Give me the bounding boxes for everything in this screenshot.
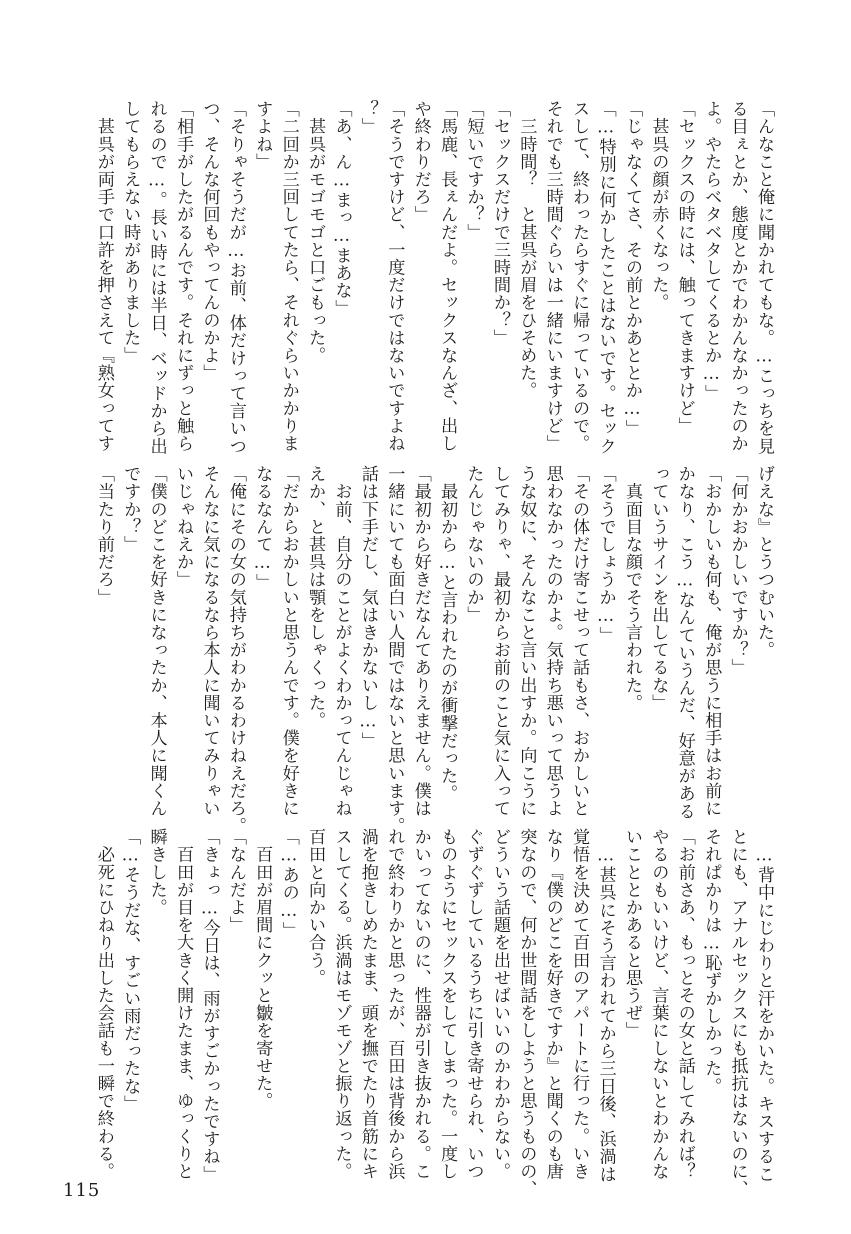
text-line: っていうサインを出してるな」 [648,465,669,712]
text-line: 覚悟を決めて百田のアパートに行った。いき [569,828,590,1180]
text-line: 「そうですけど、一度だけではないですよね [384,100,405,452]
text-line: 思わなかったのかよ。気持ち悪いって思うよ [542,465,563,817]
text-line: 「僕のどこを好きになったか、本人に聞くん [146,465,167,817]
text-line: うな奴に、そんなこと言い出すか。向こうに [516,465,537,817]
text-line: や終わりだろ」 [410,100,431,224]
text-line: 話は下手だし、気はきかないし…」 [357,465,378,750]
text-line: 「何かおかしいですか？」 [727,465,748,677]
text-line: げえな』とうつむいた。 [754,465,774,659]
text-line: よ。やたらベタベタしてくるとか…」 [701,100,722,402]
text-line: してもらえない時がありました」 [120,100,141,364]
text-line: いじゃねえか」 [173,465,194,589]
text-line: 渦を抱きしめたまま、頭を撫でたり首筋にキ [357,828,378,1180]
text-line: 「二回か三回してたら、それぐらいかかりま [278,100,299,452]
text-line: たんじゃないのか」 [463,465,484,624]
text-line: いこととかあると思うぜ」 [621,828,642,1040]
text-line: 甚呉がモゴモゴと口ごもった。 [305,100,326,364]
text-line: つ、そんな何回もやってんのかよ」 [199,100,220,382]
text-line: かなり、こう…なんていうんだ、好意がある [674,465,695,820]
text-line: …甚呉にそう言われてから三日後、浜渦は [595,828,616,1183]
text-line: 「…そうだな、すごい雨だったな」 [120,828,141,1113]
text-line: 真面目な顔でそう言われた。 [621,465,642,712]
text-line: 最初から…と言われたのが衝撃だった。 [437,465,458,803]
text-line: ですか？」 [120,465,141,553]
text-line: 必死にひねり出した会話も一瞬で終わる。 [93,828,114,1180]
text-line: 「そりゃそうだが…お前、体だけって言いつ [225,100,246,455]
text-line: やるのもいいけど、言葉にしないとわかんな [648,828,669,1180]
text-line: 「じゃなくてさ、その前とかあととか…」 [621,100,642,438]
text-line: 「なんだよ」 [225,828,246,934]
text-line: 「そうでしょうか…」 [595,465,616,644]
text-line: とにも、アナルセックスにも抵抗はないのに、 [727,828,748,1198]
text-line: 「その体だけ寄こせって話もさ、おかしいと [569,465,590,817]
text-line: 「当たり前だろ」 [93,465,114,606]
text-line: なるなんて…」 [252,465,273,591]
text-line: 三時間？ と甚呉が眉をひそめた。 [516,100,537,400]
text-line: ？」 [357,100,378,136]
text-line: そんなに気になるなら本人に聞いてみりゃい [199,465,220,817]
text-block-top [93,100,777,455]
text-line: それぱかりは…恥ずかしかった。 [701,828,722,1095]
text-line: 「…特別に何かしたことはないです。セック [595,100,616,455]
text-line: 「馬鹿、長ぇんだよ。セックスなんざ、出し [437,100,458,452]
text-line: 甚呉の顔が赤くなった。 [648,100,669,312]
text-line: る目ぇとか、態度とかでわかんなかったのか [727,100,748,452]
text-line: お前、自分のことがよくわかってんじゃね [331,465,352,817]
text-line: 「お前さあ、もっとその女と話してみれば？ [674,828,695,1180]
text-line: 「きょっ…今日は、雨がすごかったですね」 [199,828,220,1183]
text-line: 「あ、ん…まっ…まあな」 [331,100,352,317]
text-block-bottom [93,828,777,1198]
text-line: スしてくる。浜渦はモゾモゾと振り返った。 [331,828,352,1180]
text-line: 百田が眉間にクッと皺を寄せた。 [252,828,273,1110]
text-line: すよね」 [252,100,273,171]
text-line: 甚呉が両手で口許を押さえて『熟女ってす [93,100,114,452]
text-line: 「セックスの時には、触ってきますけど」 [674,100,695,435]
text-line: かいってないのに、性器が引き抜かれる。こ [410,828,431,1180]
text-line: 「相手がしたがるんです。それにずっと触ら [173,100,194,452]
text-line: なり『僕のどこを好きですか』と聞くのも唐 [542,828,563,1180]
text-line: えか、と甚呉は顎をしゃくった。 [305,465,326,729]
text-line: れるので…。長い時には半日、ベッドから出 [146,100,167,455]
text-line: 「おかしいも何も、俺が思うに相手はお前に [701,465,722,817]
text-line: 「だからおかしいと思うんです。僕を好きに [278,465,299,817]
text-line: どういう話題を出せばいいのかわからない。 [489,828,510,1180]
text-line: ぐずぐずしているうちに引き寄せられ、いつ [463,828,484,1180]
text-line: 「セックスだけで三時間か？」 [489,100,510,347]
text-line: れで終わりかと思ったが、百田は背後から浜 [384,828,405,1180]
text-line: 「…あの…」 [278,828,299,940]
text-line: それでも三時間ぐらいは一緒にいますけど」 [542,100,563,452]
text-line: 突なので、何か世間話をしようと思うものの、 [516,828,537,1198]
text-line: スして、終わったらすぐに帰っているので。 [569,100,590,452]
text-line: 百田が目を大きく開けたまま、ゆっくりと [173,828,194,1180]
text-block-middle [93,465,777,835]
text-line: 百田と向かい合う。 [305,828,326,987]
text-line: 「んなこと俺に聞かれてもな。…こっちを見 [754,100,774,455]
text-line: 瞬きした。 [146,828,167,916]
text-line: 「短いですか？」 [463,100,484,241]
text-line: してみりゃ、最初からお前のこと気に入って [489,465,510,817]
text-line: 一緒にいても面白い人間ではないと思います。 [384,465,405,835]
text-line: ものようにセックスをしてしまった。一度し [437,828,458,1180]
text-line: …背中にじわりと汗をかいた。キスするこ [754,828,774,1183]
page-number: 115 [63,1180,101,1201]
text-line: 「俺にその女の気持ちがわかるわけねえだろ。 [225,465,246,835]
text-line: 「最初から好きだなんてありえません。僕は [410,465,431,817]
